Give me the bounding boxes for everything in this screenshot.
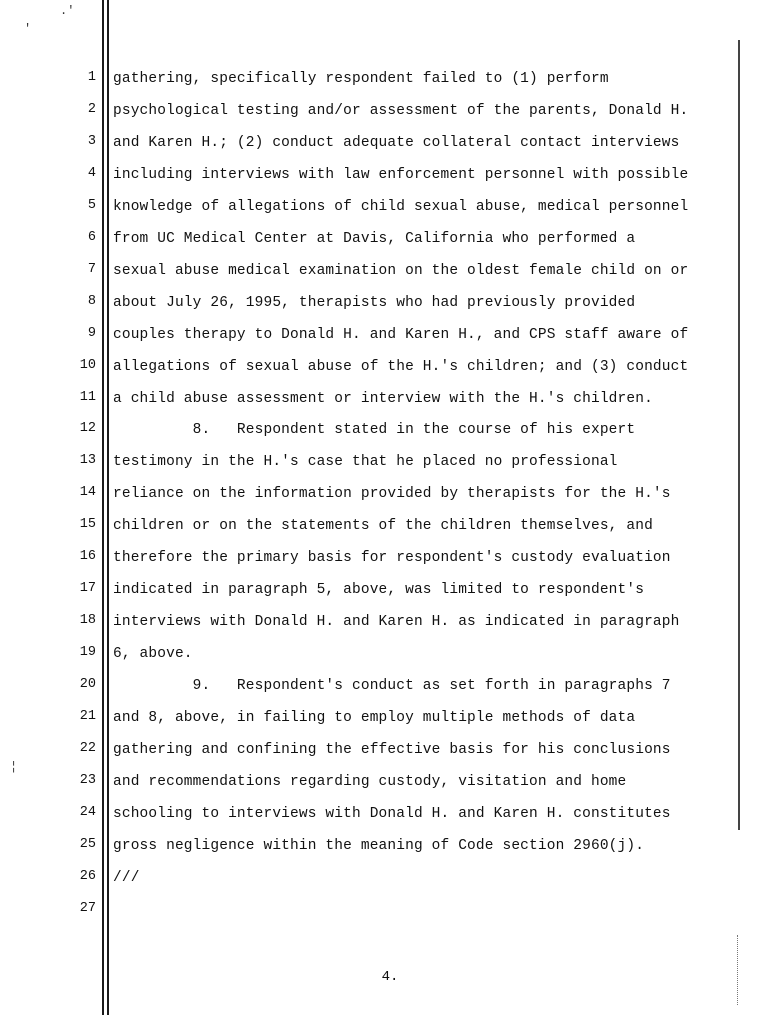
line-text: from UC Medical Center at Davis, California who performed a [113, 231, 636, 247]
line-text: couples therapy to Donald H. and Karen H., and CPS staff aware of [113, 327, 689, 343]
scan-speck: ′ [24, 22, 32, 36]
line-text: schooling to interviews with Donald H. and Karen H. constitutes [113, 806, 671, 822]
line-number: 1 [87, 70, 96, 85]
line-text: sexual abuse medical examination on the oldest female child on or [113, 263, 689, 279]
line-text: testimony in the H.'s case that he placed no professional [113, 454, 618, 470]
line-number: 7 [87, 262, 96, 277]
line-text: and 8, above, in failing to employ multiple methods of data [113, 710, 636, 726]
line-number: 24 [79, 805, 96, 820]
line-number: 9 [87, 326, 96, 341]
line-number: 21 [79, 709, 96, 724]
line-number: 26 [79, 869, 96, 884]
line-number: 6 [87, 230, 96, 245]
line-number: 4 [87, 166, 96, 181]
line-text: interviews with Donald H. and Karen H. as indicated in paragraph [113, 614, 680, 630]
line-text: and recommendations regarding custody, visitation and home [113, 774, 627, 790]
line-number: 12 [79, 421, 96, 436]
scan-speck: .′ [60, 4, 75, 18]
line-number: 2 [87, 102, 96, 117]
line-number: 11 [79, 390, 96, 405]
line-text: children or on the statements of the children themselves, and [113, 518, 653, 534]
line-number: 14 [79, 485, 96, 500]
line-text: reliance on the information provided by therapists for the H.'s [113, 486, 671, 502]
line-number: 22 [79, 741, 96, 756]
page-number: 4. [381, 969, 399, 985]
line-text: including interviews with law enforcement personnel with possible [113, 167, 689, 183]
line-text: gross negligence within the meaning of Code section 2960(j). [113, 838, 645, 854]
left-margin-rule [102, 0, 104, 1015]
line-text: therefore the primary basis for respondent's custody evaluation [113, 550, 671, 566]
line-text: gathering, specifically respondent failed to (1) perform [113, 71, 609, 87]
line-text: gathering and confining the effective basis for his conclusions [113, 742, 671, 758]
line-number: 8 [87, 294, 96, 309]
left-margin-rule-inner [107, 0, 109, 1015]
right-margin-rule [738, 40, 740, 830]
line-number: 5 [87, 198, 96, 213]
line-number: 16 [79, 549, 96, 564]
line-number: 25 [79, 837, 96, 852]
line-number: 10 [79, 358, 96, 373]
line-text: allegations of sexual abuse of the H.'s children; and (3) conduct [113, 359, 689, 375]
line-text: about July 26, 1995, therapists who had previously provided [113, 295, 636, 311]
line-number: 23 [79, 773, 96, 788]
line-text: 6, above. [113, 646, 193, 662]
line-text: indicated in paragraph 5, above, was limited to respondent's [113, 582, 645, 598]
line-text: psychological testing and/or assessment of the parents, Donald H. [113, 103, 689, 119]
line-text: /// [113, 870, 140, 886]
line-number: 19 [79, 645, 96, 660]
line-number: 20 [79, 677, 96, 692]
line-number: 15 [79, 517, 96, 532]
line-number: 27 [79, 901, 96, 916]
line-number: 13 [79, 453, 96, 468]
line-number: 18 [79, 613, 96, 628]
line-number: 17 [79, 581, 96, 596]
line-text: 9. Respondent's conduct as set forth in paragraphs 7 [113, 678, 671, 694]
line-text: knowledge of allegations of child sexual abuse, medical personnel [113, 199, 689, 215]
line-text: a child abuse assessment or interview with the H.'s children. [113, 391, 653, 407]
line-text: and Karen H.; (2) conduct adequate collateral contact interviews [113, 135, 680, 151]
line-number: 3 [87, 134, 96, 149]
line-text: 8. Respondent stated in the course of his expert [113, 422, 636, 438]
scan-speck: ¦ [10, 760, 18, 774]
